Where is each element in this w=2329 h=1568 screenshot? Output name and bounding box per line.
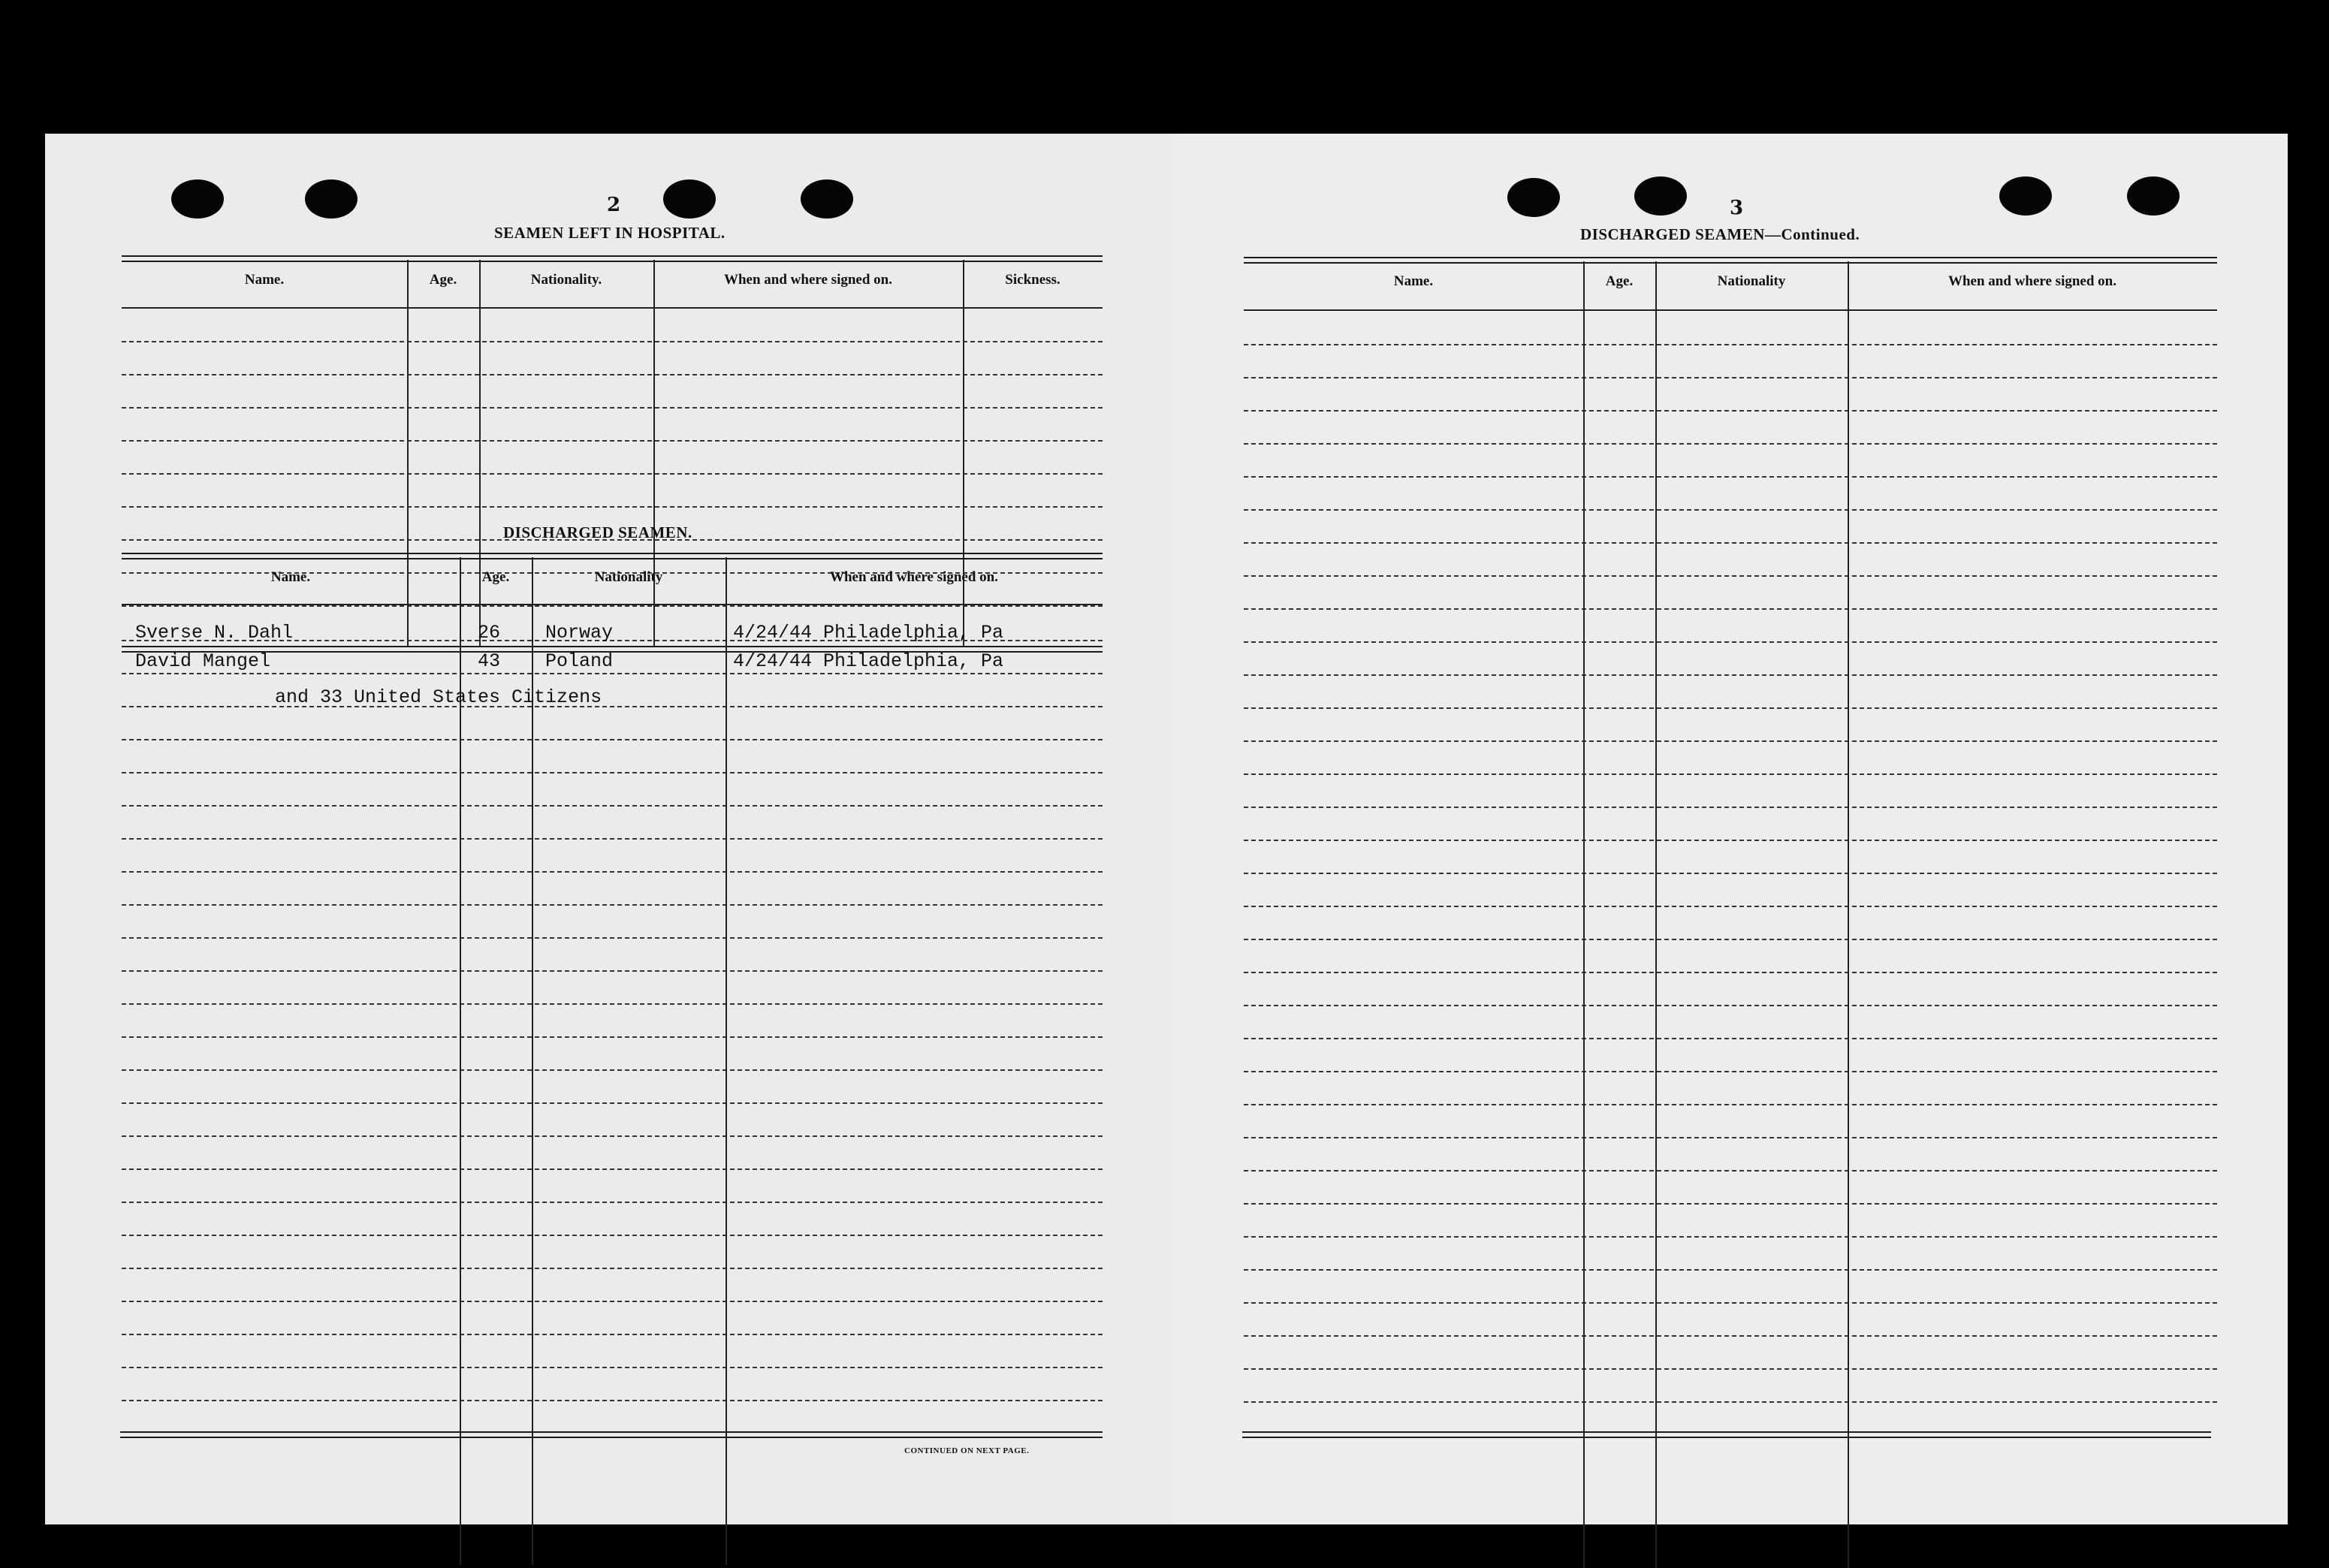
ruled-line <box>122 838 1103 840</box>
ruled-line <box>1244 542 2217 544</box>
seaman-age: 43 <box>478 650 501 672</box>
left-page <box>45 134 1185 1524</box>
hospital-table-top-rule <box>122 255 1103 262</box>
continued-col-divider <box>1583 261 1585 1568</box>
discharged-section-title: DISCHARGED SEAMEN. <box>503 523 692 541</box>
punch-hole <box>801 179 853 219</box>
ruled-line <box>122 605 1103 607</box>
punch-hole <box>1999 176 2052 216</box>
ruled-line <box>1244 410 2217 412</box>
ruled-line <box>1244 1368 2217 1370</box>
seaman-signed-on: 4/24/44 Philadelphia, Pa <box>733 650 1004 672</box>
continued-note: CONTINUED ON NEXT PAGE. <box>904 1446 1030 1455</box>
ruled-line <box>122 1003 1103 1005</box>
ruled-line <box>1244 1137 2217 1138</box>
ruled-line <box>122 1235 1103 1236</box>
page-number: 3 <box>1730 197 1744 219</box>
seaman-name: David Mangel <box>135 650 271 672</box>
ruled-line <box>1244 840 2217 841</box>
ruled-line <box>1244 1203 2217 1205</box>
ruled-line <box>1244 1104 2217 1105</box>
punch-hole <box>1507 178 1560 217</box>
hospital-col-name: Name. <box>244 272 285 288</box>
seaman-nationality: Norway <box>545 622 614 644</box>
hospital-col-divider <box>653 260 655 646</box>
ruled-line <box>122 1036 1103 1038</box>
ruled-line <box>122 374 1103 375</box>
continued-col-name: Name. <box>1393 273 1434 289</box>
ruled-line <box>1244 740 2217 742</box>
ruled-line <box>122 871 1103 873</box>
ruled-line <box>122 1202 1103 1203</box>
seaman-age: 26 <box>478 622 501 644</box>
continued-col-nationality: Nationality <box>1717 273 1786 289</box>
punch-hole <box>663 179 716 219</box>
ruled-line <box>1244 1071 2217 1072</box>
ruled-line <box>1244 873 2217 874</box>
ruled-line <box>122 1334 1103 1335</box>
discharged-col-nationality: Nationality <box>594 569 663 585</box>
discharged-col-signed-on: When and where signed on. <box>829 569 998 585</box>
ruled-line <box>1244 575 2217 577</box>
ruled-line <box>122 673 1103 674</box>
ruled-line <box>1244 1236 2217 1238</box>
hospital-section-title: SEAMEN LEFT IN HOSPITAL. <box>494 224 726 242</box>
discharged-table-top-rule <box>122 553 1103 559</box>
ruled-line <box>122 1367 1103 1368</box>
ruled-line <box>1244 509 2217 511</box>
hospital-col-divider <box>963 260 964 646</box>
discharged-col-divider <box>532 557 533 1565</box>
hospital-header-rule <box>122 307 1103 309</box>
ruled-line <box>122 1102 1103 1104</box>
ruled-line <box>122 1301 1103 1302</box>
ruled-line <box>1244 1170 2217 1171</box>
ruled-line <box>122 937 1103 939</box>
hospital-col-nationality: Nationality. <box>530 272 602 288</box>
ruled-line <box>122 904 1103 906</box>
ruled-line <box>122 739 1103 740</box>
page-number: 2 <box>607 194 621 216</box>
hospital-col-sickness: Sickness. <box>1005 272 1060 288</box>
seaman-nationality: Poland <box>545 650 614 672</box>
ruled-line <box>1244 807 2217 808</box>
discharged-col-divider <box>726 557 727 1565</box>
ruled-line <box>1244 972 2217 973</box>
ruled-line <box>1244 773 2217 775</box>
ruled-line <box>122 1069 1103 1071</box>
ruled-line <box>122 407 1103 409</box>
punch-hole <box>171 179 224 219</box>
continued-header-rule <box>1244 309 2217 311</box>
ruled-line <box>1244 1038 2217 1039</box>
ruled-line <box>1244 674 2217 676</box>
ruled-line <box>122 473 1103 475</box>
ruled-line <box>1244 443 2217 445</box>
ruled-line <box>122 772 1103 773</box>
ruled-line <box>122 706 1103 707</box>
ruled-line <box>1244 344 2217 345</box>
ruled-line <box>122 1268 1103 1269</box>
ruled-line <box>1244 476 2217 478</box>
continued-col-age: Age. <box>1605 273 1634 289</box>
punch-hole <box>2127 176 2180 216</box>
ruled-line <box>1244 906 2217 907</box>
ruled-line <box>122 1400 1103 1401</box>
ruled-line <box>1244 1401 2217 1403</box>
hospital-col-divider <box>407 260 409 646</box>
ruled-line <box>1244 707 2217 709</box>
ruled-line <box>122 506 1103 508</box>
discharged-col-divider <box>460 557 461 1565</box>
ruled-line <box>122 1168 1103 1170</box>
punch-hole <box>1634 176 1687 216</box>
ruled-line <box>1244 1005 2217 1006</box>
ruled-line <box>1244 641 2217 643</box>
hospital-col-divider <box>479 260 481 646</box>
continued-col-divider <box>1848 261 1849 1568</box>
ruled-line <box>1244 1269 2217 1271</box>
hospital-col-signed-on: When and where signed on. <box>723 272 892 288</box>
ruled-line <box>1244 608 2217 610</box>
discharged-col-age: Age. <box>481 569 510 585</box>
ruled-line <box>1244 1302 2217 1304</box>
seaman-signed-on: 4/24/44 Philadelphia, Pa <box>733 622 1004 644</box>
discharged-col-name: Name. <box>270 569 311 585</box>
ruled-line <box>1244 377 2217 378</box>
punch-hole <box>305 179 357 219</box>
continued-table-bottom-rule <box>1242 1431 2211 1438</box>
ruled-line <box>122 970 1103 972</box>
ruled-line <box>1244 1335 2217 1337</box>
discharged-table-bottom-rule <box>120 1431 1103 1438</box>
ruled-line <box>122 341 1103 342</box>
continued-table-top-rule <box>1244 257 2217 264</box>
ruled-line <box>122 805 1103 807</box>
citizens-note: and 33 United States Citizens <box>275 686 602 708</box>
hospital-col-age: Age. <box>429 272 457 288</box>
continued-section-title: DISCHARGED SEAMEN—Continued. <box>1580 225 1860 243</box>
continued-col-signed-on: When and where signed on. <box>1947 273 2116 289</box>
ruled-line <box>122 440 1103 442</box>
right-page <box>1176 134 2288 1524</box>
seaman-name: Sverse N. Dahl <box>135 622 294 644</box>
continued-col-divider <box>1655 261 1657 1568</box>
ruled-line <box>1244 939 2217 940</box>
ruled-line <box>122 1135 1103 1137</box>
discharged-header-rule <box>122 604 1103 605</box>
